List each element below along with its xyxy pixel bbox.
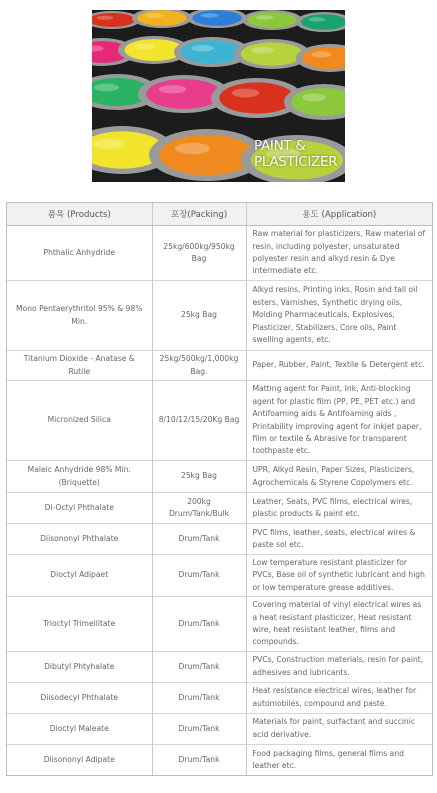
application-cell: Heat resistance electrical wires, leather for automobiles, compound and paste. <box>246 682 432 713</box>
table-row <box>7 226 432 281</box>
product-cell: Titanium Dioxide - Anatase & Rutile <box>7 351 152 381</box>
table-row <box>7 597 432 652</box>
table-row <box>7 524 432 555</box>
packing-cell: 25kg Bag <box>152 461 246 493</box>
application-cell: Raw material for plasticizers, Raw material of resin, including polyester, unsaturated polyester resin and alkyd resin & Dye intermediate etc. <box>246 226 432 281</box>
application-cell: Leather, Seats, PVC films, electrical wires, plastic products & paint etc. <box>246 493 432 524</box>
header-application: 용도 (Application) <box>246 203 432 226</box>
packing-cell: 25kg/600kg/950kg Bag <box>152 226 246 281</box>
application-cell: Materials for paint, surfactant and succinic acid derivative. <box>246 713 432 744</box>
header-products: 품목 (Products) <box>7 203 152 226</box>
table-row <box>7 713 432 744</box>
packing-cell: Drum/Tank <box>152 597 246 652</box>
product-cell: Mono Pentaerythritol 95% & 98% Min. <box>7 281 152 351</box>
packing-cell: 8/10/12/15/20Kg Bag <box>152 381 246 461</box>
packing-cell: Drum/Tank <box>152 524 246 555</box>
application-cell: Alkyd resins, Printing inks, Rosin and tall oil esters, Varnishes, Synthetic drying oils, Molding Pharmaceuticals, Explosives, Plasticizer, Stabilizers, Core oils, Paint swelling agents, etc. <box>246 281 432 351</box>
product-cell: Di-Octyl Phthalate <box>7 493 152 524</box>
header-packing: 포장(Packing) <box>152 203 246 226</box>
table-row <box>7 381 432 461</box>
application-cell: Paper, Rubber, Paint, Textile & Detergent etc. <box>246 351 432 381</box>
product-cell: Dibutyl Phtyhalate <box>7 651 152 682</box>
application-cell: Low temperature resistant plasticizer for PVCs, Base oil of synthetic lubricant and high or low temperature grease additives. <box>246 555 432 597</box>
table-row <box>7 461 432 493</box>
products-table <box>7 203 432 775</box>
product-cell: Micronized Silica <box>7 381 152 461</box>
application-cell: Matting agent for Paint, Ink, Anti-blocking agent for plastic film (PP, PE, PET etc.) and Antifoaming aids & Antifoaming aids , Printability improving agent for inkjet paper, film or textile & Abrasive for transparent toothpaste etc. <box>246 381 432 461</box>
application-cell: Food packaging films, general films and leather etc. <box>246 744 432 775</box>
packing-cell: Drum/Tank <box>152 682 246 713</box>
packing-cell: 200kg Drum/Tank/Bulk <box>152 493 246 524</box>
banner-title-line2: PLASTICIZER <box>254 154 338 170</box>
application-cell: PVCs, Construction materials, resin for paint, adhesives and lubricants. <box>246 651 432 682</box>
packing-cell: 25kg Bag <box>152 281 246 351</box>
application-cell: Covering material of vinyl electrical wires as a heat resistant plasticizer, Heat resistant wire, heat resistant leather, films and compounds. <box>246 597 432 652</box>
table-row <box>7 281 432 351</box>
table-row <box>7 351 432 381</box>
product-cell: Trioctyl Trimellitate <box>7 597 152 652</box>
products-table-container <box>6 202 433 776</box>
table-row <box>7 651 432 682</box>
table-row <box>7 555 432 597</box>
table-row <box>7 682 432 713</box>
packing-cell: Drum/Tank <box>152 555 246 597</box>
product-cell: Diisodecyl Phthalate <box>7 682 152 713</box>
packing-cell: Drum/Tank <box>152 744 246 775</box>
banner-title-line1: PAINT & <box>254 138 306 154</box>
application-cell: PVC films, leather, seats, electrical wires & paste sol etc. <box>246 524 432 555</box>
table-header-row <box>7 203 432 226</box>
product-cell: Dioctyl Maleate <box>7 713 152 744</box>
packing-cell: Drum/Tank <box>152 713 246 744</box>
product-cell: Phthalic Anhydride <box>43 247 115 257</box>
table-row <box>7 493 432 524</box>
product-cell: Diisononyl Phthalate <box>7 524 152 555</box>
packing-cell: 25kg/500kg/1,000kg Bag. <box>152 351 246 381</box>
table-row <box>7 744 432 775</box>
paint-banner-image <box>92 10 345 182</box>
product-cell: Maleic Anhydride 98% Min. (Briquette) <box>7 461 152 493</box>
product-cell: Dioctyl Adipaet <box>7 555 152 597</box>
packing-cell: Drum/Tank <box>152 651 246 682</box>
product-cell: Diisononyl Adipate <box>7 744 152 775</box>
application-cell: UPR, Alkyd Resin, Paper Sizes, Plasticizers, Agrochemicals & Styrene Copolymers etc. <box>246 461 432 493</box>
banner-title <box>254 138 337 170</box>
